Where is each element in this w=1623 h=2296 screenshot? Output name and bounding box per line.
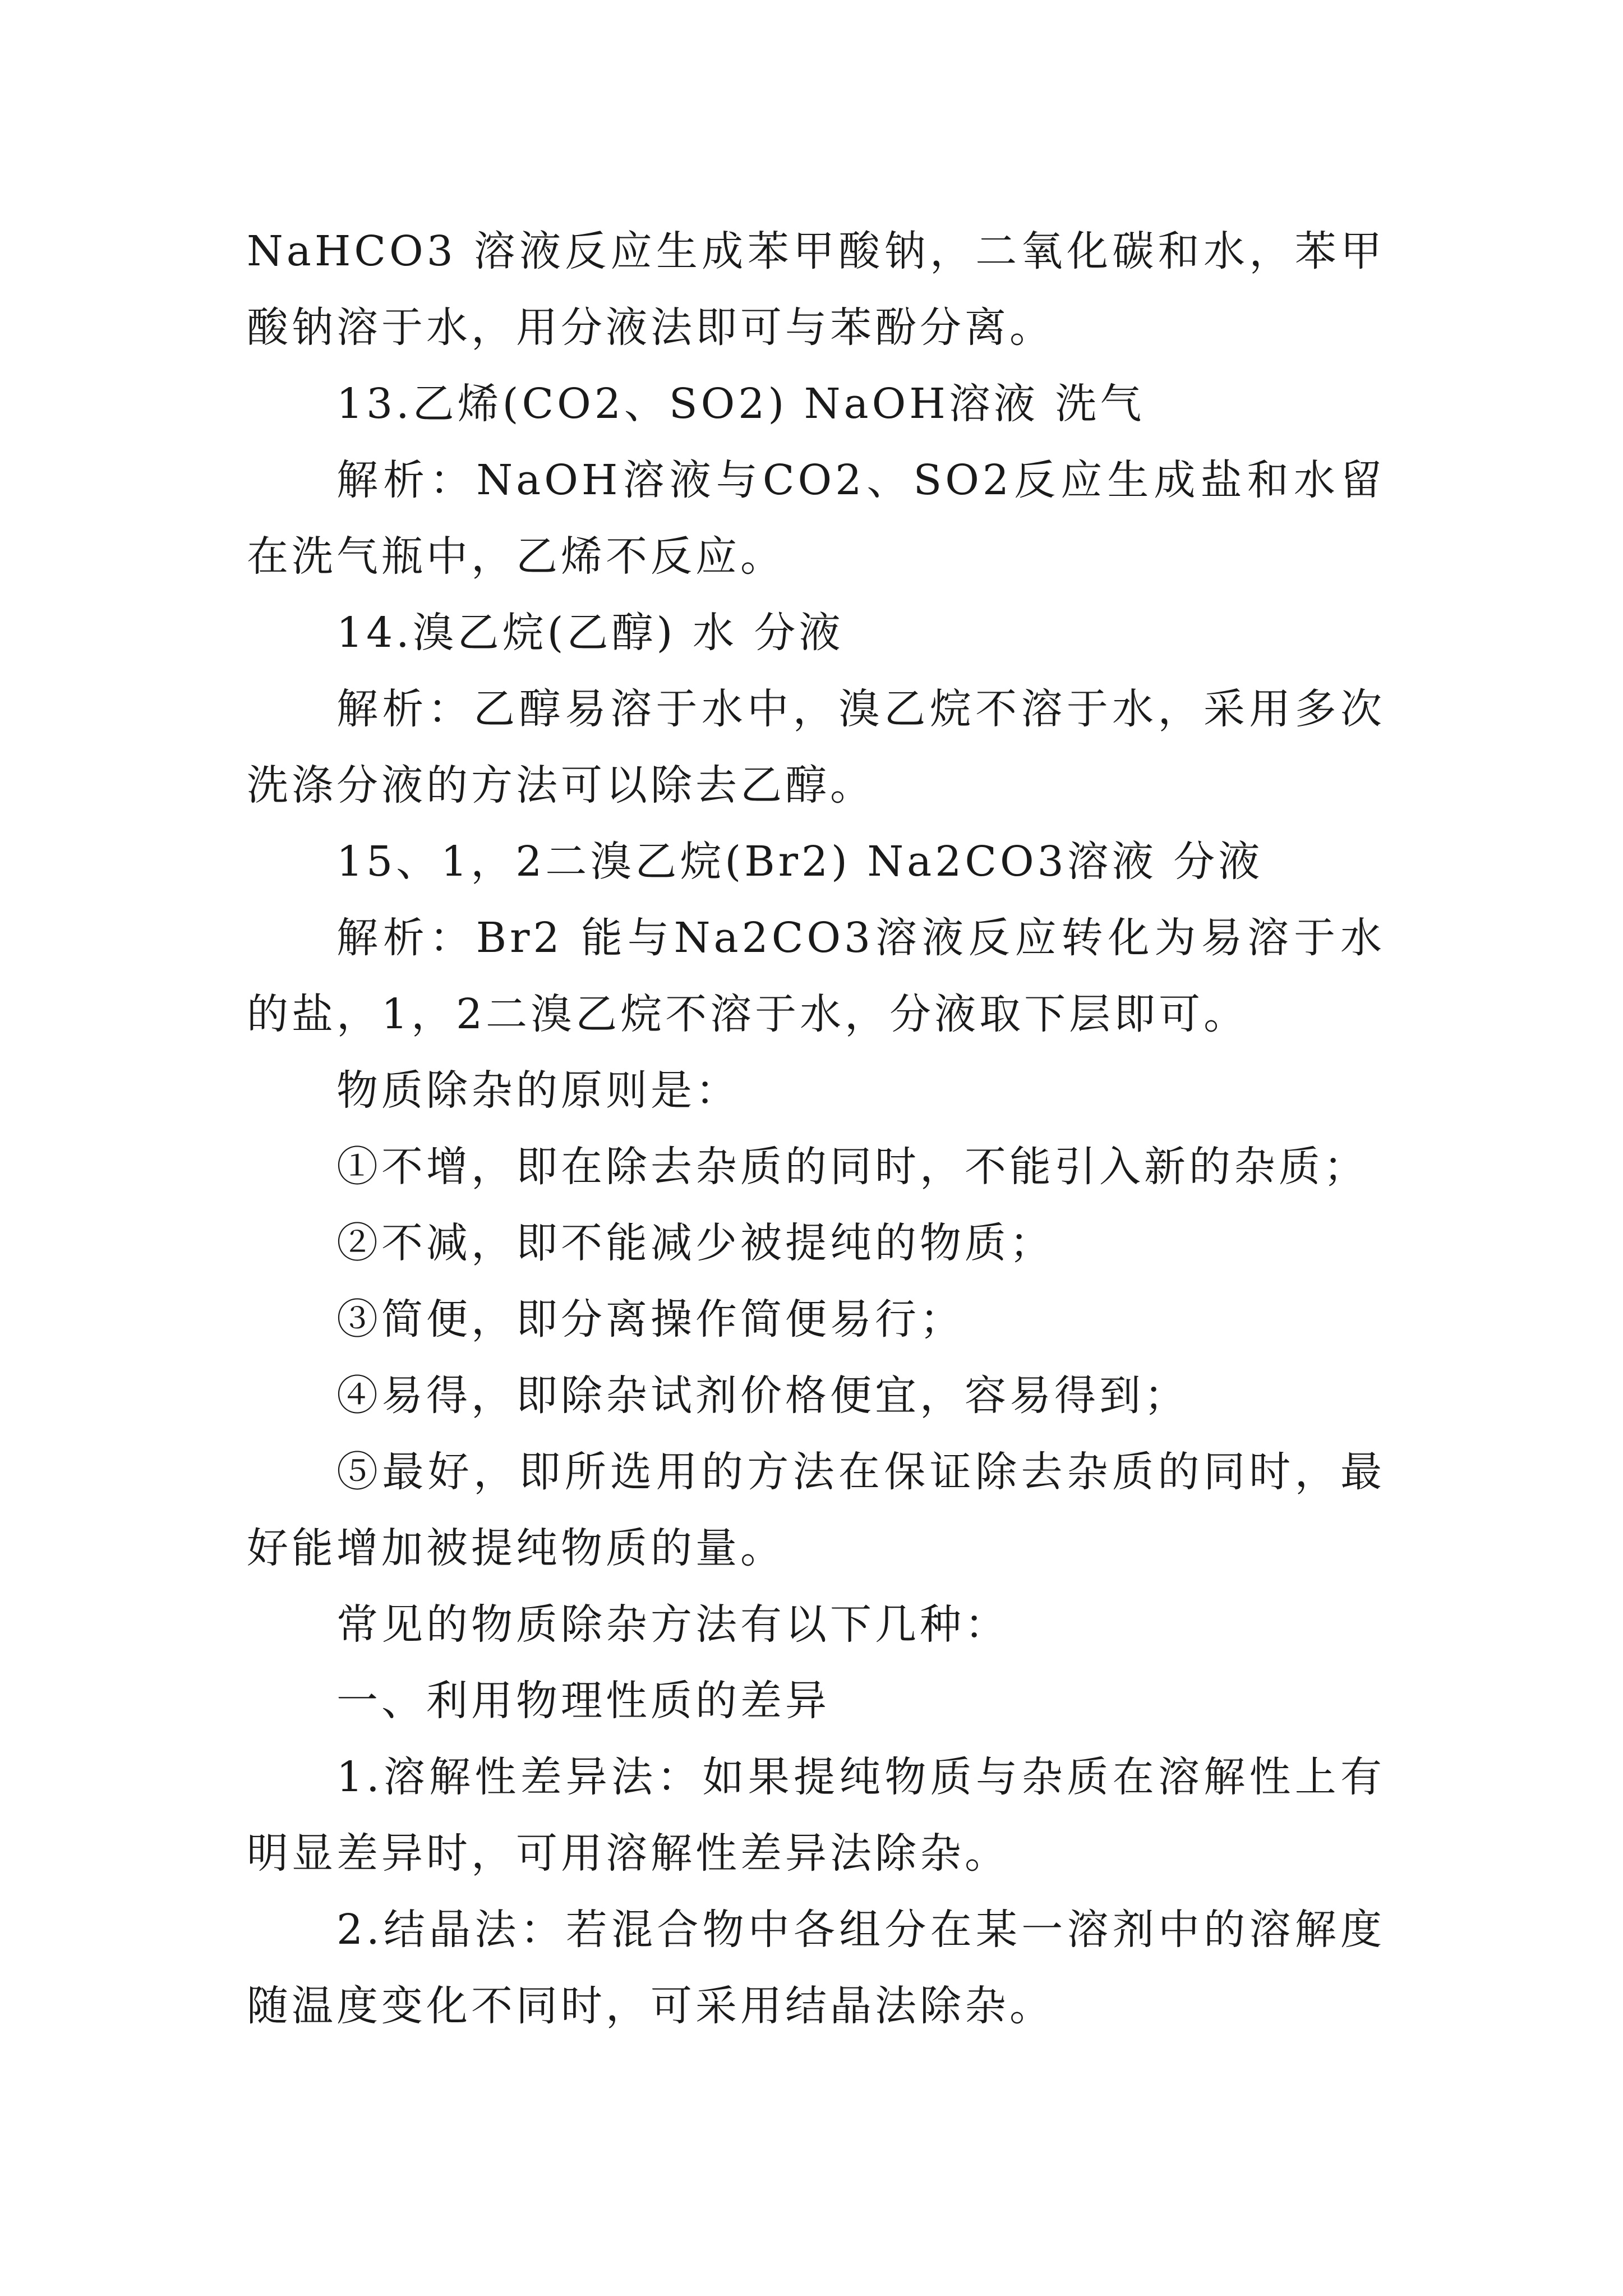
paragraph-11: ④易得，即除杂试剂价格便宜，容易得到；: [336, 1372, 1189, 1420]
paragraph-4: 解析：乙醇易溶于水中，溴乙烷不溶于水，采用多次洗涤分液的方法可以除去乙醇。: [247, 685, 1385, 809]
document-body: [247, 213, 1385, 2044]
paragraph-13: 常见的物质除杂方法有以下几种：: [336, 1600, 1009, 1649]
paragraph-6: 解析：Br2 能与Na2CO3溶液反应转化为易溶于水的盐，1，2二溴乙烷不溶于水，分液取下层即可。: [247, 914, 1385, 1038]
paragraph-5: 15、1，2二溴乙烷(Br2) Na2CO3溶液 分液: [336, 838, 1264, 886]
paragraph-16: 2.结晶法：若混合物中各组分在某一溶剂中的溶解度随温度变化不同时，可采用结晶法除杂。: [247, 1906, 1385, 2030]
paragraph-10: ③简便，即分离操作简便易行；: [336, 1295, 965, 1343]
paragraph-1: 13.乙烯(CO2、SO2) NaOH溶液 洗气: [336, 380, 1145, 428]
paragraph-14: 一、利用物理性质的差异: [336, 1677, 830, 1725]
paragraph-12: ⑤最好，即所选用的方法在保证除去杂质的同时，最好能增加被提纯物质的量。: [247, 1448, 1385, 1572]
paragraph-3: 14.溴乙烷(乙醇) 水 分液: [336, 609, 844, 657]
paragraph-7: 物质除杂的原则是：: [336, 1066, 740, 1115]
paragraph-9: ②不减，即不能减少被提纯的物质；: [336, 1219, 1054, 1267]
paragraph-2: 解析：NaOH溶液与CO2、SO2反应生成盐和水留在洗气瓶中，乙烯不反应。: [247, 456, 1385, 581]
paragraph-8: ①不增，即在除去杂质的同时，不能引入新的杂质；: [336, 1143, 1368, 1191]
paragraph-0: NaHCO3 溶液反应生成苯甲酸钠，二氧化碳和水，苯甲酸钠溶于水，用分液法即可与苯酚分离。: [247, 227, 1385, 352]
paragraph-15: 1.溶解性差异法：如果提纯物质与杂质在溶解性上有明显差异时，可用溶解性差异法除杂。: [247, 1753, 1385, 1878]
